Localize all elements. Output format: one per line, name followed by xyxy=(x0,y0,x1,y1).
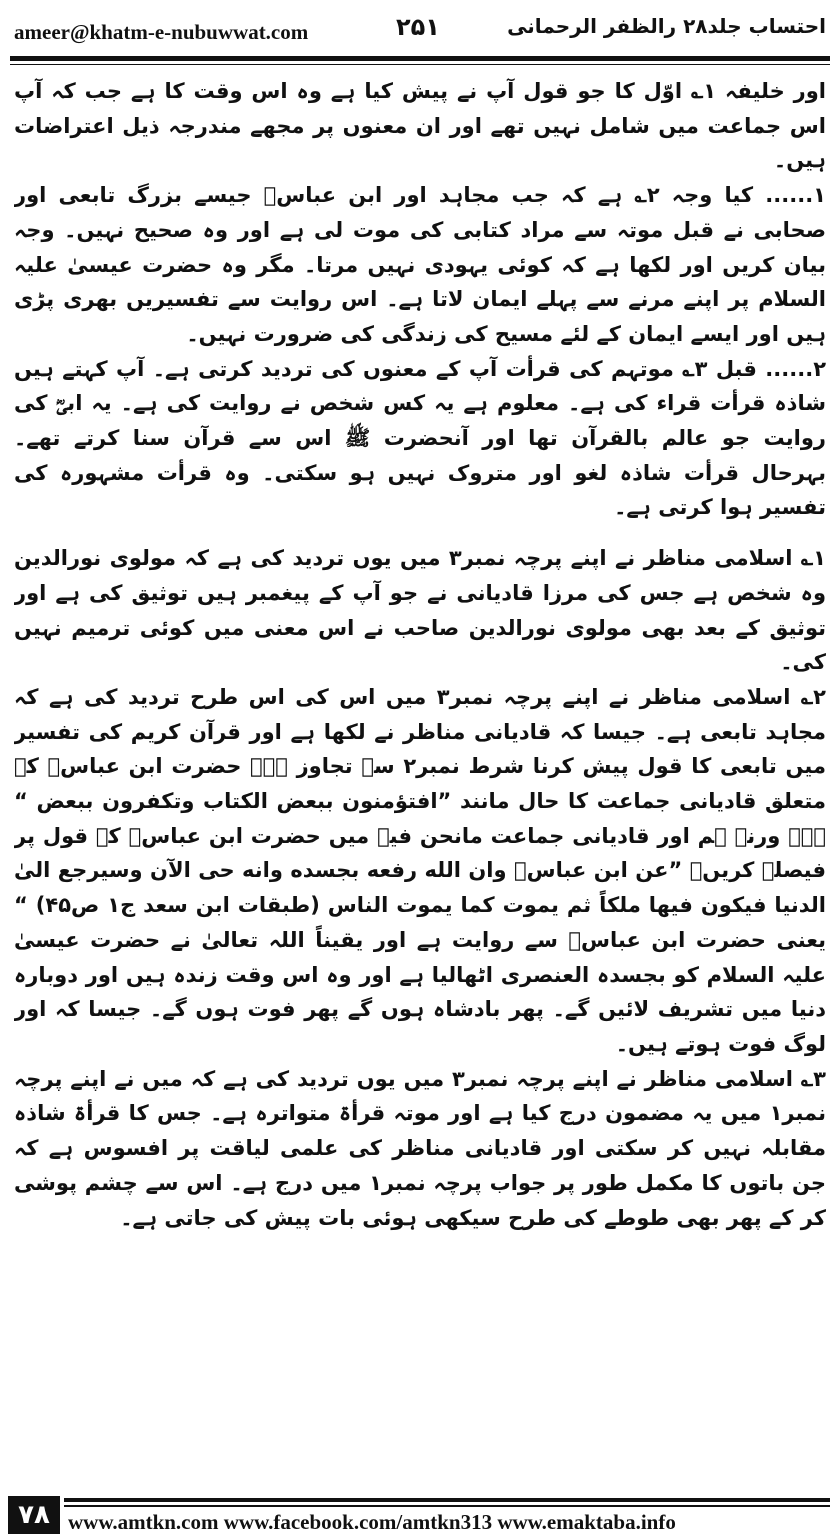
footnote-paragraph: ۲؎ اسلامی مناظر نے اپنے پرچہ نمبر۳ میں اس کی اس طرح تردید کی ہے کہ مجاہد تابعی ہے۔ جیسا کہ قادیانی مناظر نے لکھا ہے اور قرآن کریم کی تفسیر میں تابعی کا قول پیش کرنا شرط نمبر۲ سے تجاوز ہے۔ حضرت ابن عباسؓ کے متعلق قادیانی جماعت کا حال مانند ”افتؤمنون ببعض الکتاب وتکفرون ببعض “ ہے۔ ورنہ ہم اور قادیانی جماعت مانحن فیہ میں حضرت ابن عباسؓ کے قول پر فیصلہ کریں۔ ”عن ابن عباسؓ وان الله رفعه بجسده وانه حی الآن وسیرجع الیٰ الدنیا فیکون فیها ملکاً ثم یموت کما یموت الناس (طبقات ابن سعد ج۱ ص۴۵) “ یعنی حضرت ابن عباسؓ سے روایت ہے اور یقیناً اللہ تعالیٰ نے حضرت عیسیٰ علیہ السلام کو بجسدہ العنصری اٹھالیا ہے اور وہ اس وقت زندہ ہیں اور دوبارہ دنیا میں تشریف لائیں گے۔ پھر بادشاہ ہوں گے پھر فوت ہوں گے۔ جیسا کہ اور لوگ فوت ہوتے ہیں۔ xyxy=(14,684,826,1056)
header-email: ameer@khatm-e-nubuwwat.com xyxy=(14,20,309,44)
header-page-number: ۲۵۱ xyxy=(396,13,440,41)
footer-page-number: ۷۸ xyxy=(8,1496,60,1534)
paragraph-gap xyxy=(14,525,826,541)
footer-rule xyxy=(64,1498,830,1502)
header-rule-thin xyxy=(10,64,830,65)
body-paragraph: اور خلیفہ ۱؎ اوّل کا جو قول آپ نے پیش کیا ہے وہ اس وقت کا ہے جب کہ آپ اس جماعت میں شامل نہیں تھے اور ان معنوں پر مجھے مندرجہ ذیل اعتراضات ہیں۔ xyxy=(14,79,826,173)
body-paragraph: ۱...... کیا وجہ ۲؎ ہے کہ جب مجاہد اور ابن عباسؓ جیسے بزرگ تابعی اور صحابی نے قبل موتہ سے مراد کتابی کی موت لی ہے اور وہ صحیح نہیں۔ وجہ بیان کریں اور لکھا ہے کہ کوئی یہودی نہیں مرتا۔ مگر وہ حضرت عیسیٰ علیہ السلام پر اپنے مرنے سے پہلے ایمان لاتا ہے۔ اس روایت سے تفسیریں بھری پڑی ہیں اور ایسے ایمان کے لئے مسیح کی زندگی کی ضرورت نہیں۔ xyxy=(14,183,826,346)
page-body xyxy=(14,74,826,1482)
footnote-paragraph: ۳؎ اسلامی مناظر نے اپنے پرچہ نمبر۳ میں یوں تردید کی ہے کہ میں نے اپنے پرچہ نمبر۱ میں یہ مضمون درج کیا ہے اور موتہ قرأۃ متواترہ ہے۔ جس کا قرأۃ شاذہ مقابلہ نہیں کر سکتی اور قادیانی مناظر کی علمی لیاقت پر افسوس ہے کہ جن باتوں کا مکمل طور پر جواب پرچہ نمبر۱ میں درج ہے۔ اس سے چشم پوشی کر کے پھر بھی طوطے کی طرح سیکھی ہوئی بات پیش کی جاتی ہے۔ xyxy=(14,1066,826,1230)
footer-rule-thin xyxy=(64,1505,830,1507)
header-rule xyxy=(10,56,830,61)
footnote-paragraph: ۱؎ اسلامی مناظر نے اپنے پرچہ نمبر۳ میں یوں تردید کی ہے کہ مولوی نورالدین وہ شخص ہے جس کی مرزا قادیانی نے جو آپ کے پیغمبر ہیں توثیق کی ہے اور توثیق کے بعد بھی مولوی نورالدین صاحب نے اس معنی میں کوئی ترمیم نہیں کی۔ xyxy=(14,546,826,675)
body-paragraph: ۲...... قبل ۳؎ موتہم کی قرأت آپ کے معنوں کی تردید کرتی ہے۔ آپ کہتے ہیں شاذہ قرأت قراء کی ہے۔ معلوم ہے یہ کس شخص نے روایت کی ہے۔ یہ ابیؓ کی روایت جو عالم بالقرآن تھا اور آنحضرت ﷺ اس سے قرآن سنا کرتے تھے۔ بہرحال قرأت شاذہ لغو اور متروک نہیں ہو سکتی۔ وہ قرأت مشہورہ کی تفسیر ہوا کرتی ہے۔ xyxy=(14,356,826,520)
page-header xyxy=(0,0,840,62)
page-footer xyxy=(0,1494,840,1540)
footer-links[interactable]: www.amtkn.com www.facebook.com/amtkn313 www.emaktaba.info xyxy=(68,1510,676,1534)
header-book-title: احتساب جلد۲۸ رالظفر الرحمانی xyxy=(507,14,826,38)
